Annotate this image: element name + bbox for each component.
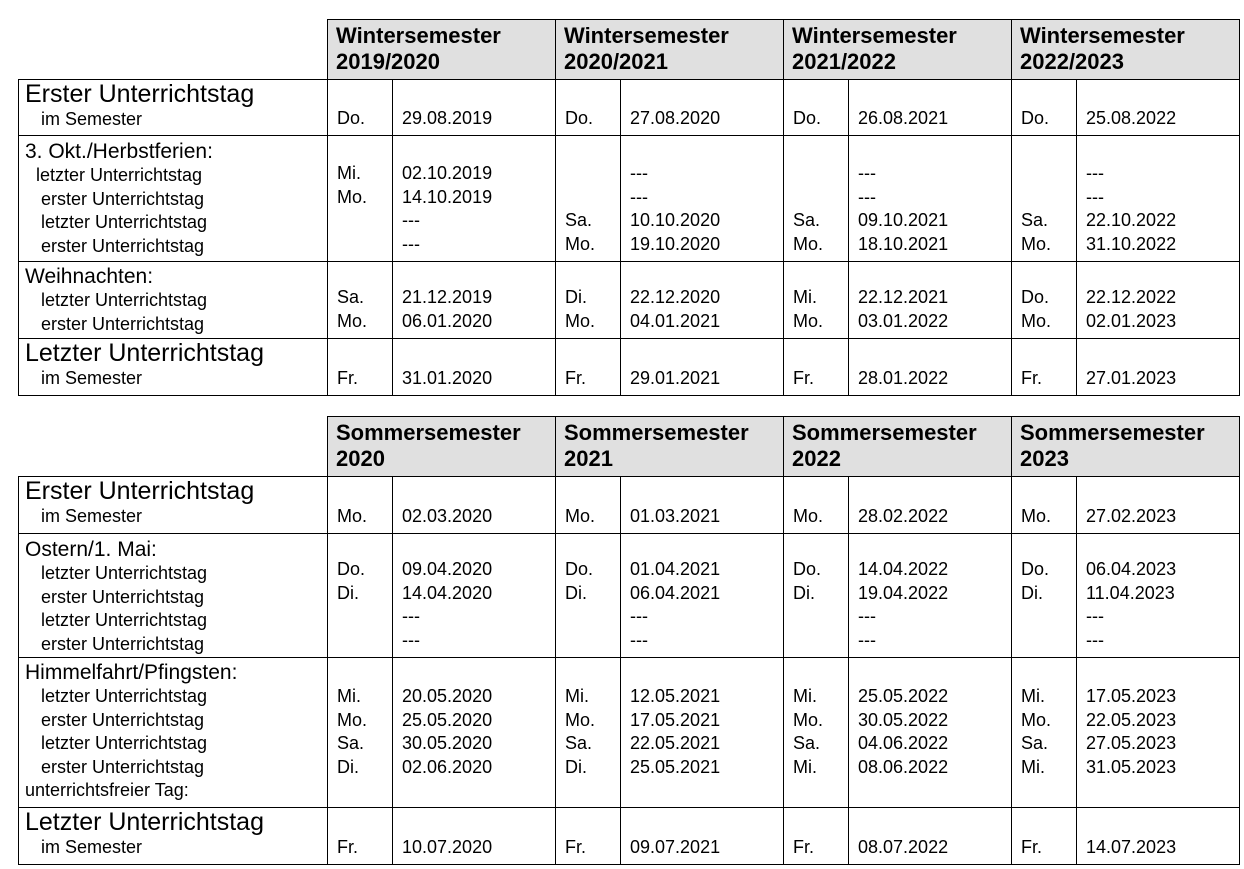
weekday: Mo. — [784, 477, 849, 534]
weekday: Do. — [556, 80, 621, 136]
date-list: --- --- 22.10.2022 31.10.2022 — [1077, 136, 1240, 262]
date-list: 21.12.2019 06.01.2020 — [393, 262, 556, 339]
date-list: 20.05.2020 25.05.2020 30.05.2020 02.06.2020 — [393, 658, 556, 808]
winter-semester-table — [18, 19, 1240, 396]
date-list: --- --- 10.10.2020 19.10.2020 — [621, 136, 784, 262]
weekday: Do. — [1012, 80, 1077, 136]
weekday-list: Di. Mo. — [556, 262, 621, 339]
date-list: 22.12.2020 04.01.2021 — [621, 262, 784, 339]
date: 28.01.2022 — [849, 339, 1012, 396]
date: 14.07.2023 — [1077, 808, 1240, 865]
date: 02.03.2020 — [393, 477, 556, 534]
winter-row-last-day — [19, 339, 1240, 396]
weekday: Mo. — [328, 477, 393, 534]
summer-row-pentecost — [19, 658, 1240, 808]
winter-header-1: Wintersemester 2020/2021 — [556, 20, 784, 80]
weekday-list: Mi. Mo. — [784, 262, 849, 339]
weekday: Mo. — [1012, 477, 1077, 534]
date-list: --- --- 09.10.2021 18.10.2021 — [849, 136, 1012, 262]
weekday: Fr. — [1012, 808, 1077, 865]
date-list: 22.12.2022 02.01.2023 — [1077, 262, 1240, 339]
weekday-list: Sa. Mo. — [1012, 136, 1077, 262]
date: 10.07.2020 — [393, 808, 556, 865]
row-label: Ostern/1. Mai: letzter Unterrichtstag erster Unterrichtstag letzter Unterrichtstag erster Unterrichtstag — [19, 534, 328, 658]
weekday-list: Sa. Mo. — [784, 136, 849, 262]
date: 29.01.2021 — [621, 339, 784, 396]
weekday: Fr. — [1012, 339, 1077, 396]
date: 01.03.2021 — [621, 477, 784, 534]
weekday-list: Do. Mo. — [1012, 262, 1077, 339]
date: 28.02.2022 — [849, 477, 1012, 534]
weekday: Do. — [328, 80, 393, 136]
weekday-list: Mi. Mo. Sa. Mi. — [1012, 658, 1077, 808]
row-label: Letzter Unterrichtstag im Semester — [19, 808, 328, 865]
weekday: Fr. — [784, 339, 849, 396]
date-list: 14.04.2022 19.04.2022 --- --- — [849, 534, 1012, 658]
winter-header-3: Wintersemester 2022/2023 — [1012, 20, 1240, 80]
weekday: Do. — [784, 80, 849, 136]
weekday: Fr. — [556, 339, 621, 396]
weekday: Mo. — [556, 477, 621, 534]
date-list: 02.10.2019 14.10.2019 --- --- — [393, 136, 556, 262]
date-list: 17.05.2023 22.05.2023 27.05.2023 31.05.2023 — [1077, 658, 1240, 808]
summer-semester-table — [18, 416, 1240, 865]
date: 31.01.2020 — [393, 339, 556, 396]
summer-header-1: Sommersemester 2021 — [556, 417, 784, 477]
row-label: Weihnachten: letzter Unterrichtstag erster Unterrichtstag — [19, 262, 328, 339]
summer-row-easter — [19, 534, 1240, 658]
summer-row-last-day — [19, 808, 1240, 865]
date: 27.02.2023 — [1077, 477, 1240, 534]
weekday-list: Mi. Mo. Sa. Mi. — [784, 658, 849, 808]
winter-header-0: Wintersemester 2019/2020 — [328, 20, 556, 80]
winter-header-2: Wintersemester 2021/2022 — [784, 20, 1012, 80]
header-spacer — [19, 20, 328, 80]
weekday-list: Do. Di. — [1012, 534, 1077, 658]
weekday: Fr. — [556, 808, 621, 865]
header-spacer — [19, 417, 328, 477]
weekday-list: Do. Di. — [328, 534, 393, 658]
date: 27.01.2023 — [1077, 339, 1240, 396]
weekday-list: Sa. Mo. — [328, 262, 393, 339]
weekday: Fr. — [328, 808, 393, 865]
row-label: Erster Unterrichtstag im Semester — [19, 80, 328, 136]
date: 09.07.2021 — [621, 808, 784, 865]
date-list: 22.12.2021 03.01.2022 — [849, 262, 1012, 339]
date-list: 12.05.2021 17.05.2021 22.05.2021 25.05.2021 — [621, 658, 784, 808]
date: 27.08.2020 — [621, 80, 784, 136]
winter-row-christmas — [19, 262, 1240, 339]
weekday-list: Do. Di. — [784, 534, 849, 658]
date-list: 25.05.2022 30.05.2022 04.06.2022 08.06.2022 — [849, 658, 1012, 808]
summer-row-first-day — [19, 477, 1240, 534]
date: 29.08.2019 — [393, 80, 556, 136]
winter-row-first-day — [19, 80, 1240, 136]
weekday-list: Do. Di. — [556, 534, 621, 658]
date: 26.08.2021 — [849, 80, 1012, 136]
weekday-list: Sa. Mo. — [556, 136, 621, 262]
row-label: Letzter Unterrichtstag im Semester — [19, 339, 328, 396]
date-list: 01.04.2021 06.04.2021 --- --- — [621, 534, 784, 658]
weekday-list: Mi. Mo. Sa. Di. — [328, 658, 393, 808]
row-label: Erster Unterrichtstag im Semester — [19, 477, 328, 534]
date: 25.08.2022 — [1077, 80, 1240, 136]
date: 08.07.2022 — [849, 808, 1012, 865]
row-label: Himmelfahrt/Pfingsten: letzter Unterrichtstag erster Unterrichtstag letzter Unterrichtstag erster Unterrichtstag unterrichtsfreier Tag: — [19, 658, 328, 808]
summer-header-3: Sommersemester 2023 — [1012, 417, 1240, 477]
winter-row-autumn — [19, 136, 1240, 262]
weekday-list: Mi. Mo. Sa. Di. — [556, 658, 621, 808]
date-list: 06.04.2023 11.04.2023 --- --- — [1077, 534, 1240, 658]
weekday-list: Mi. Mo. — [328, 136, 393, 262]
summer-header-0: Sommersemester 2020 — [328, 417, 556, 477]
date-list: 09.04.2020 14.04.2020 --- --- — [393, 534, 556, 658]
weekday: Fr. — [328, 339, 393, 396]
summer-header-2: Sommersemester 2022 — [784, 417, 1012, 477]
row-label: 3. Okt./Herbstferien: letzter Unterrichtstag erster Unterrichtstag letzter Unterrichtstag erster Unterrichtstag — [19, 136, 328, 262]
weekday: Fr. — [784, 808, 849, 865]
